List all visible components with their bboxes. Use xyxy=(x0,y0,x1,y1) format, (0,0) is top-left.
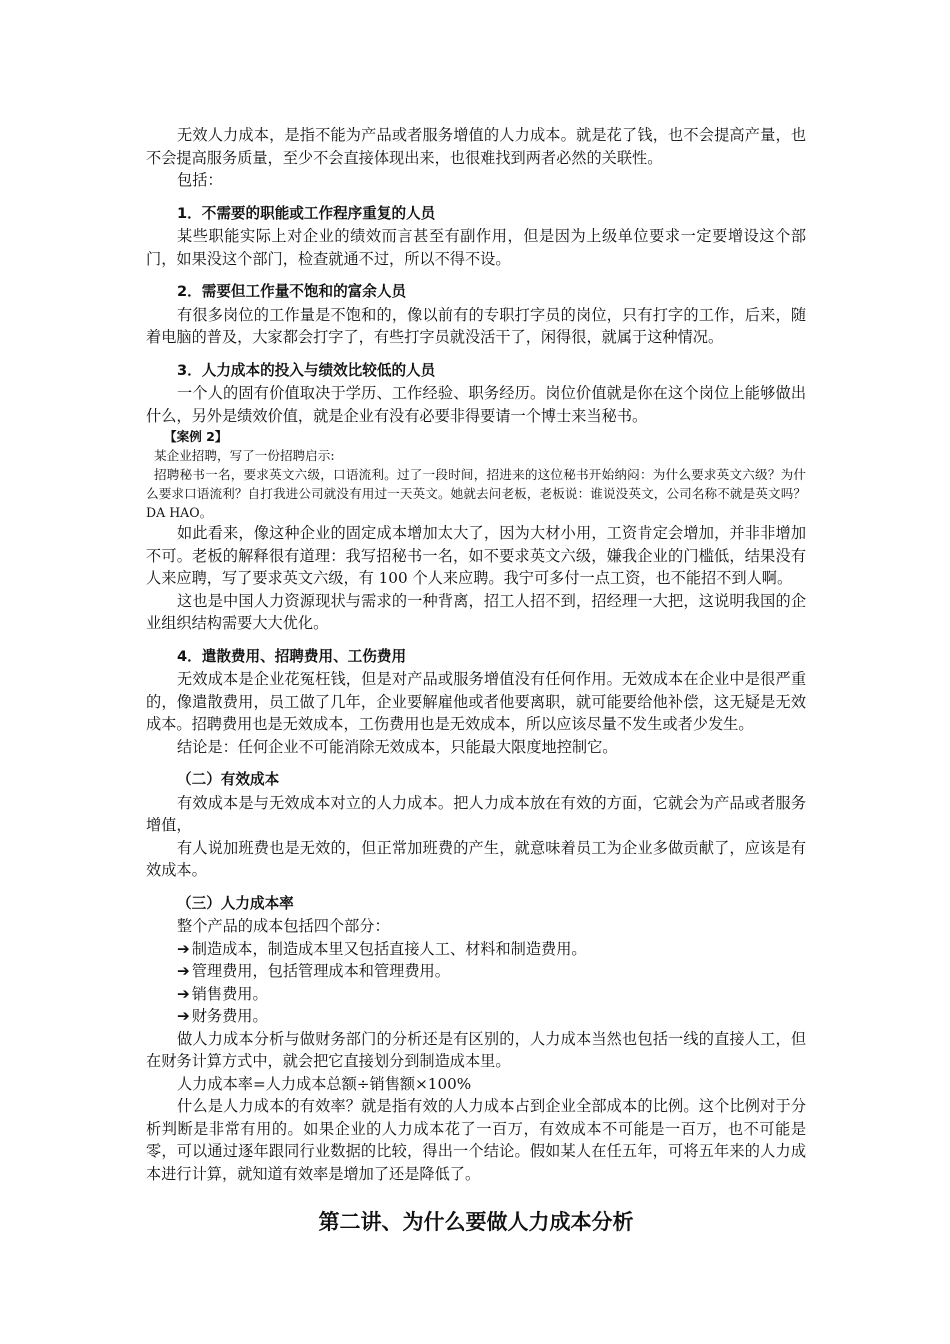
section-heading: 2．需要但工作量不饱和的富余人员 xyxy=(177,283,407,300)
formula-line: 人力成本率=人力成本总额÷销售额×100% xyxy=(177,1074,472,1093)
bullet-item xyxy=(146,938,806,961)
section-paragraph: 整个产品的成本包括四个部分： xyxy=(177,917,390,935)
case-study-box xyxy=(146,427,806,522)
intro-lead: 包括： xyxy=(177,171,223,189)
bullet-text: 管理费用，包括管理成本和管理费用。 xyxy=(191,962,450,980)
section-heading: 4．遣散费用、招聘费用、工伤费用 xyxy=(177,647,407,665)
section-paragraph: 无效成本是企业花冤枉钱，但是对产品或服务增值没有任何作用。无效成本在企业中是很严重的，像遣散费用，员工做了几年，企业要解雇他或者他要离职，就可能要给他补偿，这无疑是无效成本。招聘费用也是无效成本，工伤费用也是无效成本，所以应该尽量不发生或者少发生。 xyxy=(146,670,806,733)
section-heading: 1．不需要的职能或工作程序重复的人员 xyxy=(177,204,436,222)
case-line: 某企业招聘，写了一份招聘启示: xyxy=(154,448,335,463)
bullet-text: 销售费用。 xyxy=(191,984,268,1003)
lecture-title: 第二讲、为什么要做人力成本分析 xyxy=(318,1210,634,1234)
section-paragraph: 什么是人力成本的有效率？就是指有效的人力成本占到企业全部成本的比例。这个比例对于分析判断是非常有用的。如果企业的人力成本花了一百万，有效成本不可能是一百万，也不可能是零，可以通过逐年跟同行业数据的比较，得出一个结论。假如某人在任五年，可将五年来的人力成本进行计算，就知道有效率是增加了还是降低了。 xyxy=(146,1097,806,1183)
bullet-text: 制造成本，制造成本里又包括直接人工、材料和制造费用。 xyxy=(191,939,587,958)
arrow-right-icon: ➔ xyxy=(177,1007,190,1025)
bullet-item xyxy=(146,960,806,983)
section-paragraph: 做人力成本分析与做财务部门的分析还是有区别的，人力成本当然也包括一线的直接人工，但在财务计算方式中，就会把它直接划分到制造成本里。 xyxy=(146,1029,806,1070)
case-title: 【案例 2】 xyxy=(164,429,228,444)
intro-paragraph: 无效人力成本，是指不能为产品或者服务增值的人力成本。就是花了钱，也不会提高产量，也不会提高服务质量，至少不会直接体现出来，也很难找到两者必然的关联性。 xyxy=(146,126,806,167)
section-paragraph: 有很多岗位的工作量是不饱和的，像以前有的专职打字员的岗位，只有打字的工作，后来，随着电脑的普及，大家都会打字了，有些打字员就没活干了，闲得很，就属于这种情况。 xyxy=(146,305,806,346)
conclusion-paragraph: 结论是：任何企业不可能消除无效成本，只能最大限度地控制它。 xyxy=(177,737,618,756)
bullet-text: 财务费用。 xyxy=(191,1007,268,1025)
arrow-right-icon: ➔ xyxy=(177,962,190,980)
arrow-right-icon: ➔ xyxy=(177,939,190,958)
case-line: 招聘秘书一名，要求英文六级，口语流利。过了一段时间，招进来的这位秘书开始纳闷：为什么要求英文六级？为什么要求口语流利？自打我进公司就没有用过一天英文。她就去问老板，老板说：谁说没英文，公司名称不就是英文吗？DA HAO。 xyxy=(146,467,806,520)
document-body xyxy=(146,124,806,1237)
bullet-item xyxy=(146,1005,806,1028)
bullet-item xyxy=(146,983,806,1006)
section-paragraph: 某些职能实际上对企业的绩效而言甚至有副作用，但是因为上级单位要求一定要增设这个部门，如果没这个部门，检查就通不过，所以不得不设。 xyxy=(146,227,806,268)
body-paragraph: 这也是中国人力资源现状与需求的一种背离，招工人招不到，招经理一大把，这说明我国的企业组织结构需要大大优化。 xyxy=(146,591,806,632)
section-paragraph: 一个人的固有价值取决于学历、工作经验、职务经历。岗位价值就是你在这个岗位上能够做出什么，另外是绩效价值，就是企业有没有必要非得要请一个博士来当秘书。 xyxy=(146,384,806,425)
section-paragraph: 有人说加班费也是无效的，但正常加班费的产生，就意味着员工为企业多做贡献了，应该是有效成本。 xyxy=(146,838,806,879)
arrow-right-icon: ➔ xyxy=(177,984,190,1003)
section-heading: 3．人力成本的投入与绩效比较低的人员 xyxy=(177,361,436,379)
subsection-heading: （三）人力成本率 xyxy=(177,894,294,912)
subsection-heading: （二）有效成本 xyxy=(177,771,280,788)
section-paragraph: 有效成本是与无效成本对立的人力成本。把人力成本放在有效的方面，它就会为产品或者服务增值， xyxy=(146,793,806,834)
body-paragraph: 如此看来，像这种企业的固定成本增加太大了，因为大材小用，工资肯定会增加，并非非增加不可。老板的解释很有道理：我写招秘书一名，如不要求英文六级，嫌我企业的门槛低，结果没有人来应聘，写了要求英文六级，有 100 个人来应聘。我宁可多付一点工资，也不能招不到人啊。 xyxy=(146,524,806,587)
